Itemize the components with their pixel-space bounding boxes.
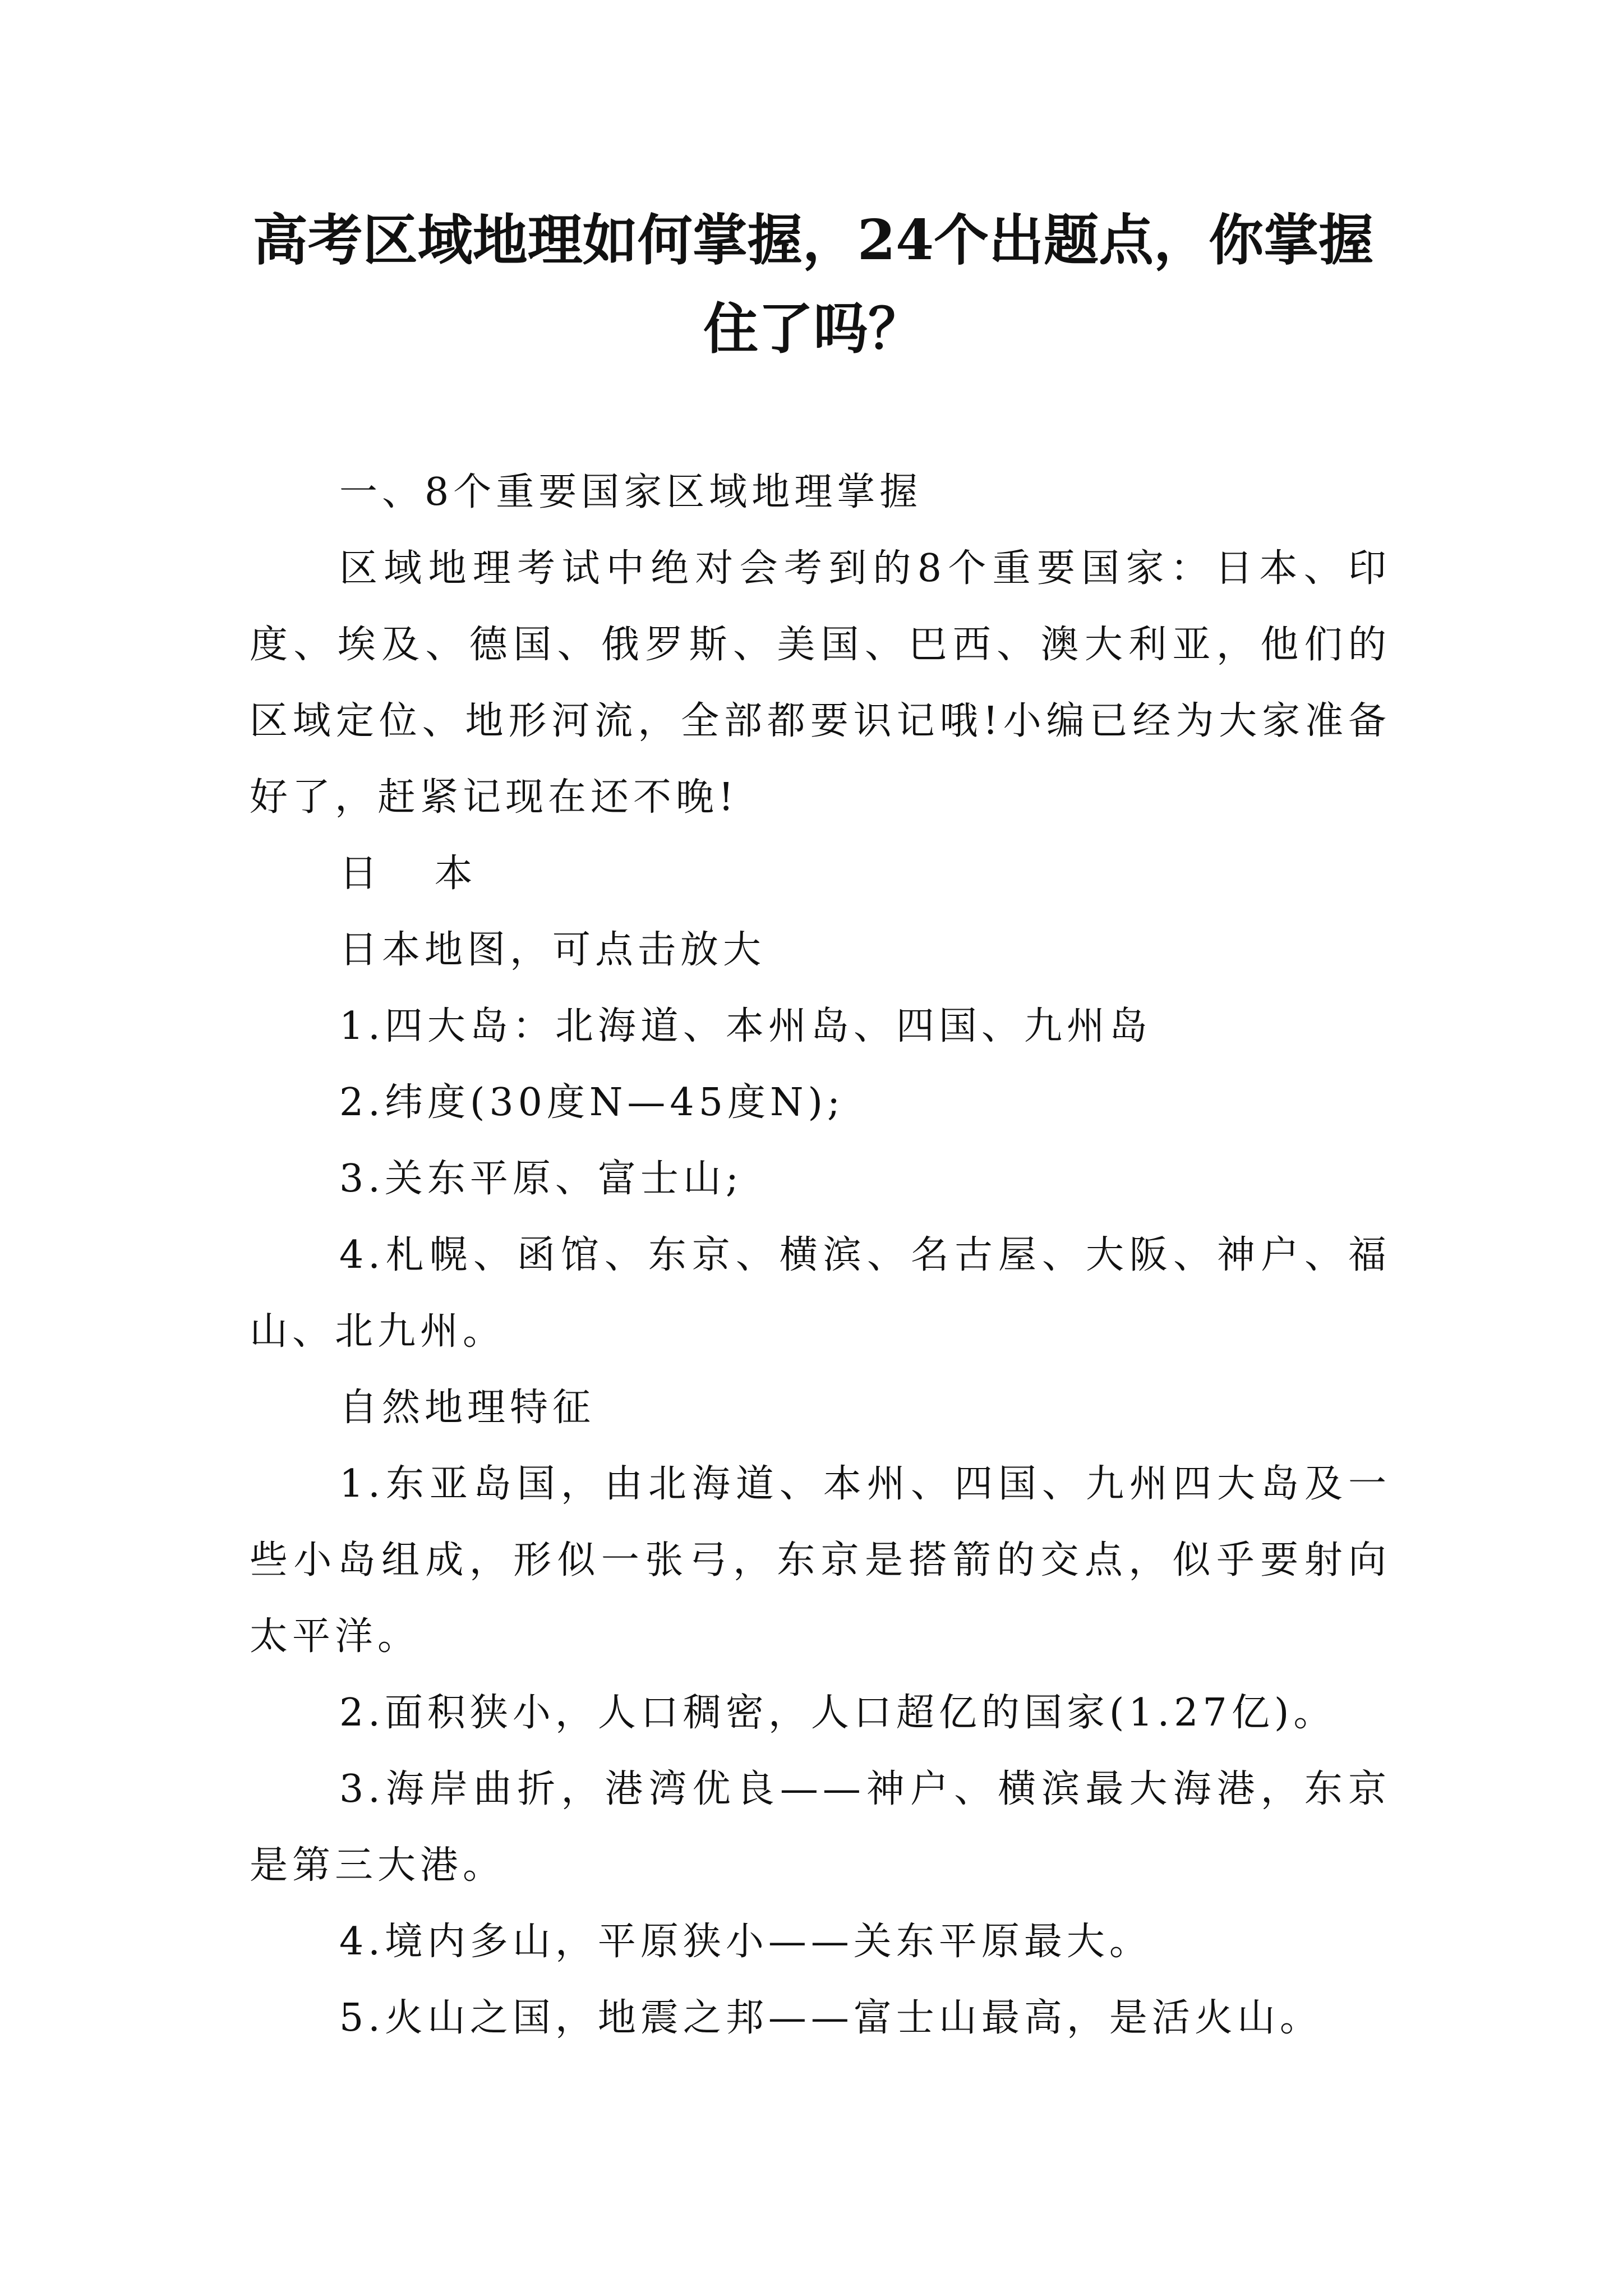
intro-paragraph: 区域地理考试中绝对会考到的8个重要国家：日本、印度、埃及、德国、俄罗斯、美国、巴西、澳大利亚，他们的区域定位、地形河流，全部都要识记哦!小编已经为大家准备好了，赶紧记现在还不晚!	[250, 546, 1391, 820]
feature-item: 5.火山之国，地震之邦——富士山最高，是活火山。	[339, 1996, 1322, 2040]
map-caption: 日本地图，可点击放大	[339, 928, 766, 972]
list-item: 3.关东平原、富士山;	[339, 1157, 743, 1201]
section-heading: 一、8个重要国家区域地理掌握	[339, 470, 923, 514]
feature-item: 4.境内多山，平原狭小——关东平原最大。	[339, 1920, 1152, 1964]
list-item: 1.四大岛：北海道、本州岛、四国、九州岛	[339, 1004, 1152, 1048]
subsection-heading: 自然地理特征	[339, 1386, 596, 1430]
country-heading-japan: 日 本	[339, 852, 495, 896]
feature-item: 2.面积狭小，人口稠密，人口超亿的国家(1.27亿)。	[339, 1691, 1336, 1735]
document-body	[250, 454, 1391, 2056]
feature-item: 3.海岸曲折，港湾优良——神户、横滨最大海港，东京是第三大港。	[250, 1767, 1391, 1888]
document-title: 高考区域地理如何掌握，24个出题点，你掌握住了吗？	[252, 208, 1374, 361]
list-item: 4.札幌、函馆、东京、横滨、名古屋、大阪、神户、福山、北九州。	[250, 1233, 1391, 1354]
list-item: 2.纬度(30度N—45度N);	[339, 1080, 845, 1125]
feature-item: 1.东亚岛国，由北海道、本州、四国、九州四大岛及一些小岛组成，形似一张弓，东京是搭箭的交点，似乎要射向太平洋。	[250, 1462, 1391, 1659]
